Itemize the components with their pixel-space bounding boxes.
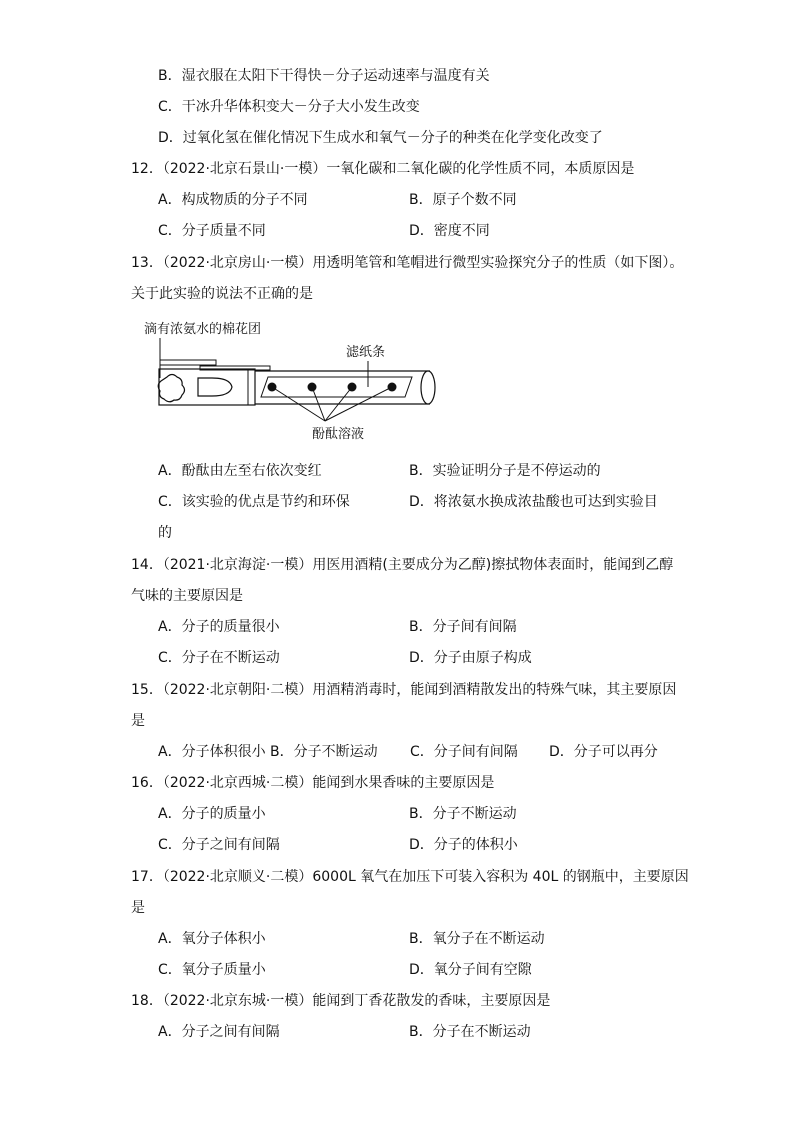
tube-opening <box>421 371 435 404</box>
q17-option-c: C．氧分子质量小 <box>158 962 266 978</box>
option-b: B．湿衣服在太阳下干得快－分子运动速率与温度有关 <box>158 68 490 84</box>
q16-option-d: D．分子的体积小 <box>409 837 518 853</box>
q14-option-b: B．分子间有间隔 <box>409 619 517 635</box>
question-18-stem: 18．（2022·北京东城·一模）能闻到丁香花散发的香味，主要原因是 <box>131 993 551 1009</box>
pen-tip <box>198 378 232 396</box>
question-16-stem: 16．（2022·北京西城·二模）能闻到水果香味的主要原因是 <box>131 775 495 791</box>
question-15-stem: 15．（2022·北京朝阳·二模）用酒精消毒时，能闻到酒精散发出的特殊气味，其主要原因 <box>131 682 677 698</box>
q18-option-b: B．分子在不断运动 <box>409 1024 531 1040</box>
q12-option-d: D．密度不同 <box>409 223 490 239</box>
q13-option-b: B．实验证明分子是不停运动的 <box>409 463 601 479</box>
question-12-stem: 12．（2022·北京石景山·一模）一氧化碳和二氧化碳的化学性质不同，本质原因是 <box>131 161 635 177</box>
question-17-stem: 17．（2022·北京顺义·二模）6000L 氧气在加压下可装入容积为 40L 的钢瓶中，主要原因 <box>131 869 689 885</box>
q15-option-c: C．分子间有间隔 <box>410 744 518 760</box>
question-14-stem: 14．（2021·北京海淀·一模）用医用酒精(主要成分为乙醇)擦拭物体表面时，能闻到乙醇 <box>131 557 674 573</box>
figure-label-solution: 酚酞溶液 <box>312 427 365 442</box>
q13-option-d-cont: 的 <box>158 525 172 541</box>
q17-option-b: B．氧分子在不断运动 <box>409 931 545 947</box>
q14-option-d: D．分子由原子构成 <box>409 650 532 666</box>
option-d: D．过氧化氢在催化情况下生成水和氧气－分子的种类在化学变化改变了 <box>158 130 603 146</box>
q12-option-c: C．分子质量不同 <box>158 223 266 239</box>
cotton-ball <box>158 375 184 402</box>
q17-option-a: A．氧分子体积小 <box>158 931 266 947</box>
q13-option-c: C．该实验的优点是节约和环保 <box>158 494 350 510</box>
q17-option-d: D．氧分子间有空隙 <box>409 962 532 978</box>
q18-option-a: A．分子之间有间隔 <box>158 1024 280 1040</box>
question-13-stem-cont: 关于此实验的说法不正确的是 <box>131 286 313 302</box>
figure-label-paper: 滤纸条 <box>346 345 386 360</box>
pen-cap-clip <box>160 360 216 365</box>
option-c: C．干冰升华体积变大－分子大小发生改变 <box>158 99 420 115</box>
question-14-stem-cont: 气味的主要原因是 <box>131 588 243 604</box>
q16-option-b: B．分子不断运动 <box>409 806 517 822</box>
question-15-stem-cont: 是 <box>131 713 145 729</box>
q14-option-c: C．分子在不断运动 <box>158 650 280 666</box>
question-13-stem: 13．（2022·北京房山·一模）用透明笔管和笔帽进行微型实验探究分子的性质（如下图）。 <box>131 255 684 271</box>
q13-option-d: D．将浓氨水换成浓盐酸也可达到实验目 <box>409 494 658 510</box>
q13-option-a: A．酚酞由左至右依次变红 <box>158 463 322 479</box>
q14-option-a: A．分子的质量很小 <box>158 619 280 635</box>
q15-option-d: D．分子可以再分 <box>549 744 658 760</box>
experiment-figure <box>140 318 450 448</box>
q16-option-a: A．分子的质量小 <box>158 806 266 822</box>
q12-option-a: A．构成物质的分子不同 <box>158 192 308 208</box>
q16-option-c: C．分子之间有间隔 <box>158 837 280 853</box>
figure-label-cotton: 滴有浓氨水的棉花团 <box>144 322 262 337</box>
question-17-stem-cont: 是 <box>131 900 145 916</box>
q12-option-b: B．原子个数不同 <box>409 192 517 208</box>
q15-option-ab: A．分子体积很小 B．分子不断运动 <box>158 744 378 760</box>
